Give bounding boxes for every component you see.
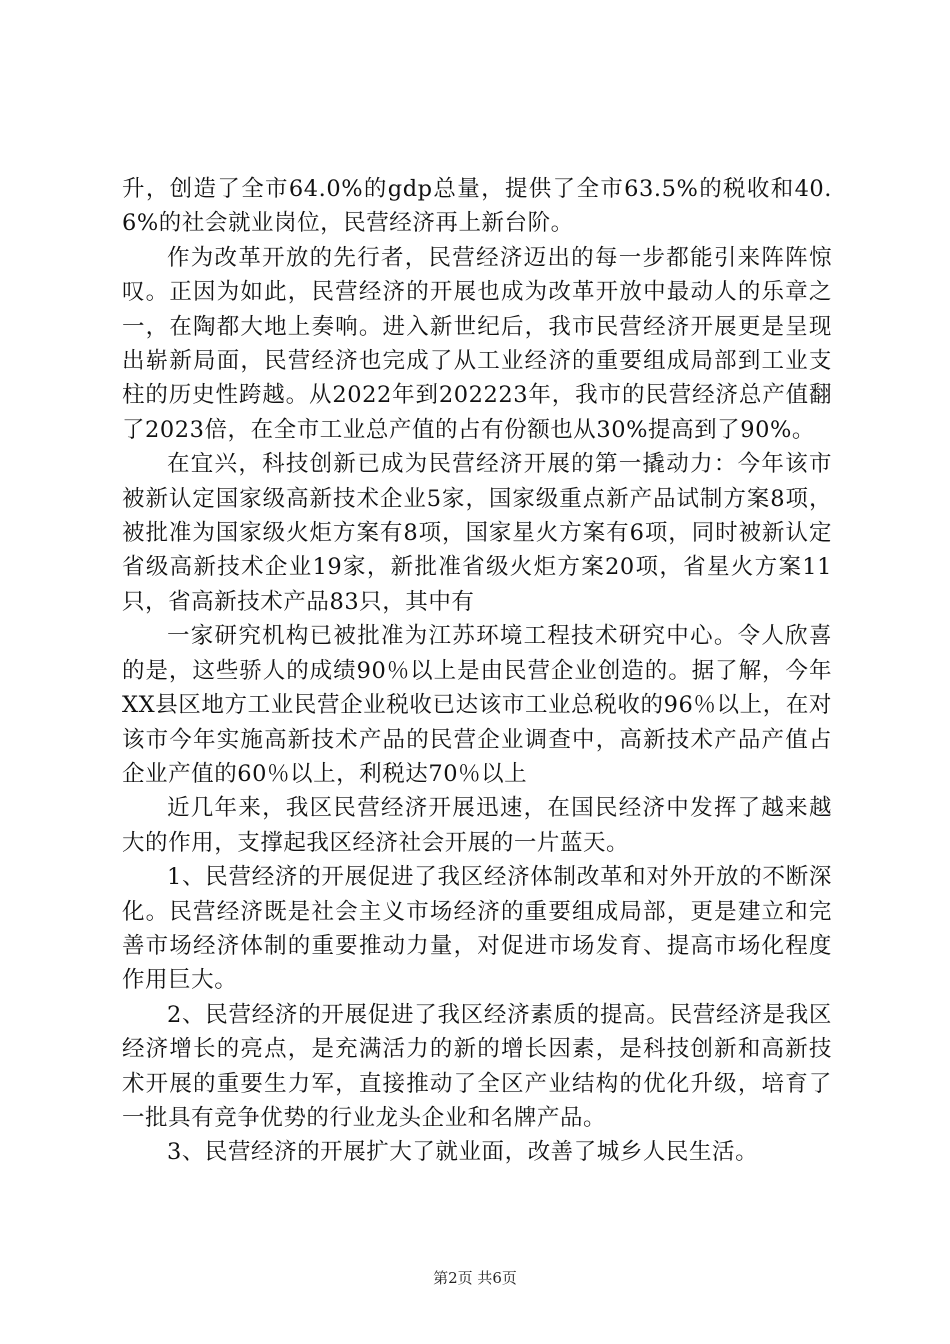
paragraph-4: 一家研究机构已被批准为江苏环境工程技术研究中心。令人欣喜的是，这些骄人的成绩90％以上是由民营企业创造的。据了解，今年XX县区地方工业民营企业税收已达该市工业总税收的96％以上，在对该市今年实施高新技术产品的民营企业调查中，高新技术产品产值占企业产值的60％以上，利税达70％以上 bbox=[122, 623, 832, 787]
paragraph-2: 作为改革开放的先行者，民营经济迈出的每一步都能引来阵阵惊叹。正因为如此，民营经济的开展也成为改革开放中最动人的乐章之一，在陶都大地上奏响。进入新世纪后，我市民营经济开展更是呈现出崭新局面，民营经济也完成了从工业经济的重要组成局部到工业支柱的历史性跨越。从2022年到202223年，我市的民营经济总产值翻了2023倍，在全市工业总产值的占有份额也从30%提高到了90%。 bbox=[122, 244, 832, 443]
paragraph-6: 1、民营经济的开展促进了我区经济体制改革和对外开放的不断深化。民营经济既是社会主义市场经济的重要组成局部，更是建立和完善市场经济体制的重要推动力量，对促进市场发育、提高市场化程度作用巨大。 bbox=[122, 864, 832, 994]
paragraph-7: 2、民营经济的开展促进了我区经济素质的提高。民营经济是我区经济增长的亮点，是充满活力的新的增长因素，是科技创新和高新技术开展的重要生力军，直接推动了全区产业结构的优化升级，培育了一批具有竞争优势的行业龙头企业和名牌产品。 bbox=[122, 1001, 832, 1131]
body-text bbox=[122, 172, 832, 1170]
paragraph-3: 在宜兴，科技创新已成为民营经济开展的第一撬动力：今年该市被新认定国家级高新技术企业5家，国家级重点新产品试制方案8项，被批准为国家级火炬方案有8项，国家星火方案有6项，同时被新认定省级高新技术企业19家，新批准省级火炬方案20项，省星火方案11只，省高新技术产品83只，其中有 bbox=[122, 451, 832, 615]
paragraph-1: 升，创造了全市64.0%的gdp总量，提供了全市63.5%的税收和40.6%的社会就业岗位，民营经济再上新台阶。 bbox=[122, 176, 832, 237]
paragraph-5: 近几年来，我区民营经济开展迅速，在国民经济中发挥了越来越大的作用，支撑起我区经济社会开展的一片蓝天。 bbox=[122, 795, 832, 856]
page-number-footer: 第2页 共6页 bbox=[433, 1269, 517, 1287]
paragraph-8: 3、民营经济的开展扩大了就业面，改善了城乡人民生活。 bbox=[167, 1139, 759, 1166]
